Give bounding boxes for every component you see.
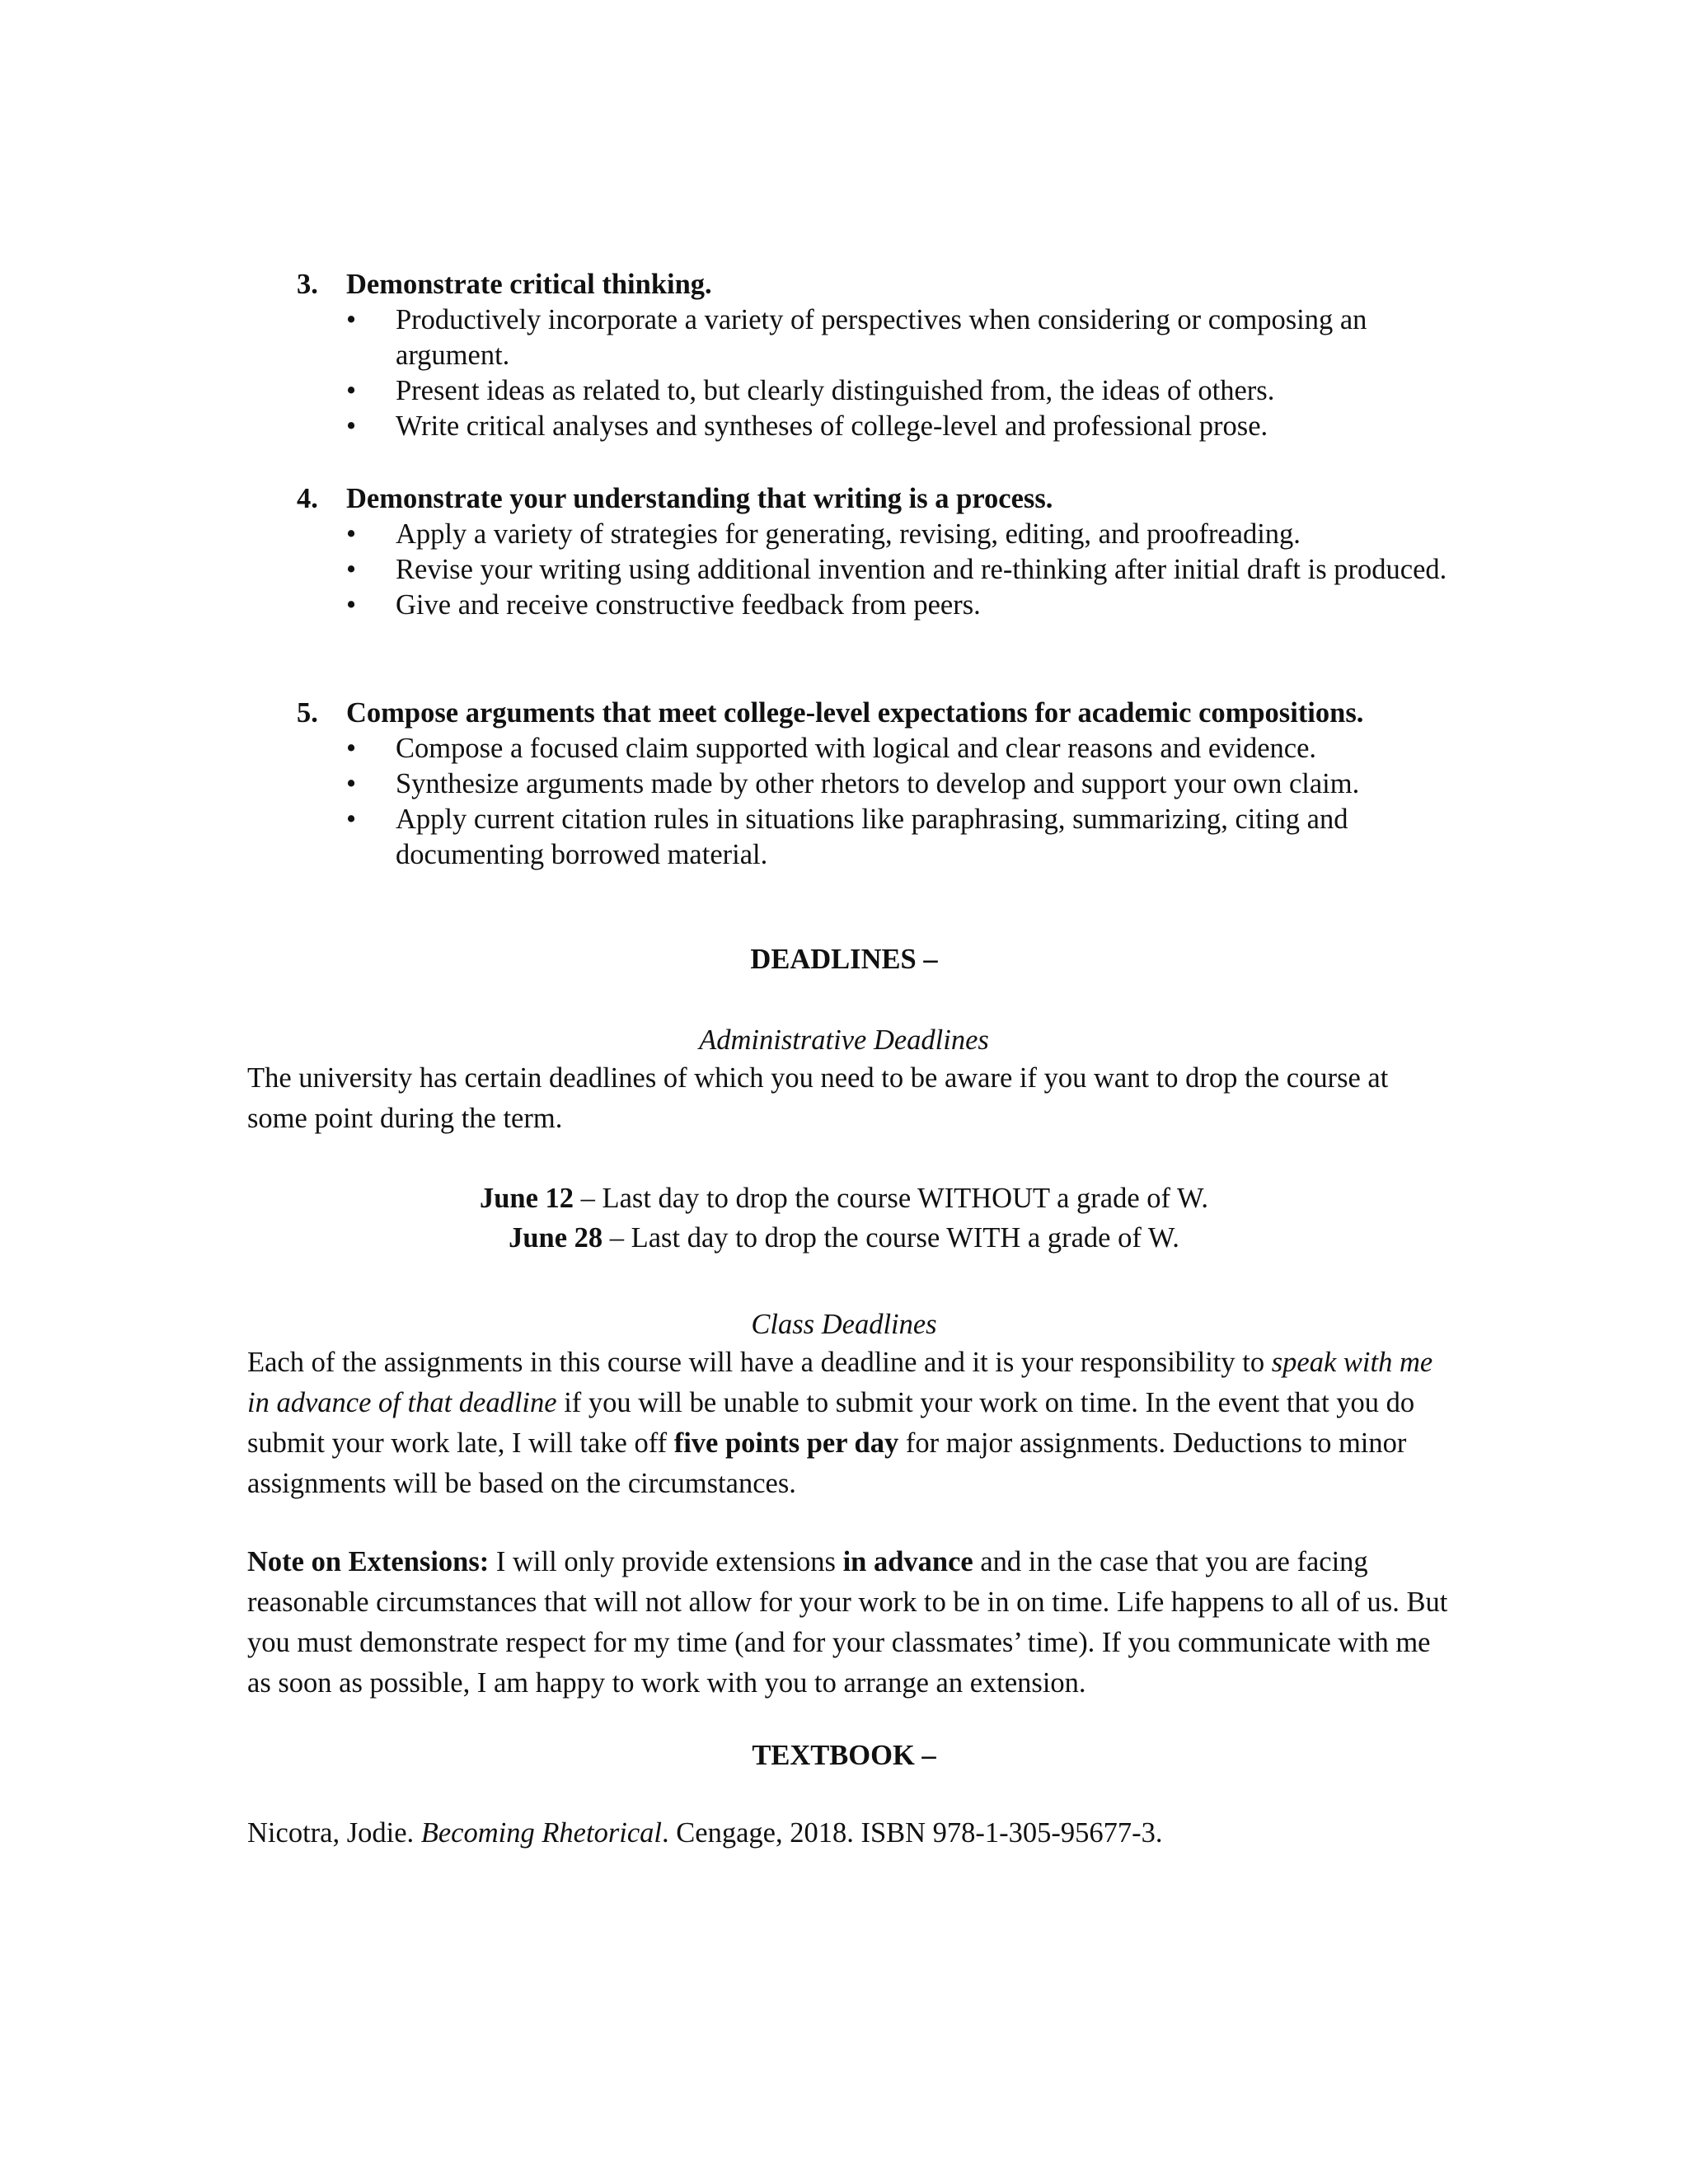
list-item-text: Synthesize arguments made by other rhetors to develop and support your own claim. [396, 768, 1360, 799]
textbook-citation [247, 1813, 1451, 1854]
bullet-icon: • [346, 304, 357, 335]
extensions-emphasis: in advance [842, 1546, 973, 1577]
deadlines-heading: DEADLINES – [750, 944, 938, 975]
outcome-5 [297, 695, 1467, 873]
textbook-publication: . Cengage, 2018. ISBN 978-1-305-95677-3. [662, 1817, 1163, 1849]
list-item [297, 302, 1467, 373]
deadline-date-row [0, 1218, 1688, 1258]
list-item-text: Revise your writing using additional invention and re-thinking after initial draft is produced. [396, 554, 1447, 585]
outcome-number: 3. [297, 269, 318, 300]
extensions-text-part: I will only provide extensions [489, 1546, 843, 1577]
admin-deadlines-text: The university has certain deadlines of which you need to be aware if you want to drop the course at some point during the term. [247, 1062, 1389, 1134]
deadline-description: – Last day to drop the course WITHOUT a grade of W. [574, 1183, 1209, 1214]
class-deadlines-subheading: Class Deadlines [751, 1309, 937, 1340]
outcome-3 [297, 266, 1467, 444]
textbook-title: Becoming Rhetorical [420, 1817, 662, 1849]
outcome-bullet-list [297, 302, 1467, 444]
class-deadlines-text [247, 1343, 1451, 1504]
outcome-title: Demonstrate your understanding that writing is a process. [346, 483, 1053, 514]
list-item [297, 517, 1467, 552]
extensions-label: Note on Extensions: [247, 1546, 490, 1577]
class-deadlines-text-part: if you will be unable to submit your work on time. In the event that you do submit your work late, I will take off [247, 1387, 1415, 1459]
bullet-icon: • [346, 375, 357, 406]
list-item-text: Productively incorporate a variety of perspectives when considering or composing an argument. [396, 304, 1367, 371]
list-item [297, 552, 1467, 588]
list-item-text: Apply current citation rules in situations like paraphrasing, summarizing, citing and documenting borrowed material. [396, 804, 1348, 870]
deadline-description: – Last day to drop the course WITH a grade of W. [603, 1222, 1179, 1254]
outcome-number: 5. [297, 697, 318, 729]
textbook-author: Nicotra, Jodie. [247, 1817, 421, 1849]
list-item [297, 766, 1467, 802]
outcome-heading [297, 695, 1467, 731]
class-deadlines-emphasis: speak with me in advance of that deadline [247, 1347, 1433, 1418]
outcome-title: Demonstrate critical thinking. [346, 269, 712, 300]
deadline-date: June 12 [479, 1183, 574, 1214]
outcome-bullet-list [297, 517, 1467, 623]
deadline-date-row [0, 1179, 1688, 1218]
bullet-icon: • [346, 768, 357, 799]
admin-deadlines-subheading: Administrative Deadlines [699, 1024, 989, 1056]
class-deadlines-text-part: for major assignments. Deductions to minor assignments will be based on the circumstances. [247, 1427, 1407, 1499]
list-item-text: Apply a variety of strategies for generating, revising, editing, and proofreading. [396, 518, 1301, 550]
outcome-4 [297, 480, 1467, 623]
list-item [297, 373, 1467, 409]
outcome-title: Compose arguments that meet college-level expectations for academic compositions. [346, 697, 1364, 729]
list-item [297, 409, 1467, 444]
deadline-date: June 28 [509, 1222, 603, 1254]
list-item-text: Give and receive constructive feedback from peers. [396, 589, 981, 621]
late-penalty: five points per day [673, 1427, 899, 1459]
bullet-icon: • [346, 554, 357, 585]
list-item-text: Compose a focused claim supported with logical and clear reasons and evidence. [396, 733, 1317, 764]
list-item [297, 802, 1467, 873]
bullet-icon: • [346, 410, 357, 442]
textbook-heading: TEXTBOOK – [752, 1740, 936, 1771]
bullet-icon: • [346, 518, 357, 550]
list-item-text: Present ideas as related to, but clearly distinguished from, the ideas of others. [396, 375, 1275, 406]
outcome-number: 4. [297, 483, 318, 514]
outcome-heading [297, 266, 1467, 302]
bullet-icon: • [346, 589, 357, 621]
list-item [297, 731, 1467, 766]
extensions-note [247, 1542, 1451, 1704]
class-deadlines-text-part: Each of the assignments in this course will have a deadline and it is your responsibility to [247, 1347, 1272, 1378]
list-item-text: Write critical analyses and syntheses of college-level and professional prose. [396, 410, 1268, 442]
outcome-heading [297, 480, 1467, 517]
outcome-bullet-list [297, 731, 1467, 873]
bullet-icon: • [346, 733, 357, 764]
list-item [297, 588, 1467, 623]
extensions-text-part: and in the case that you are facing reasonable circumstances that will not allow for your work to be in on time. Life happens to all of us. But you must demonstrate respect for my time (and for your classmates’ time). If you communicate with me as soon as possible, I am happy to work with you to arrange an extension. [247, 1546, 1448, 1699]
bullet-icon: • [346, 804, 357, 835]
